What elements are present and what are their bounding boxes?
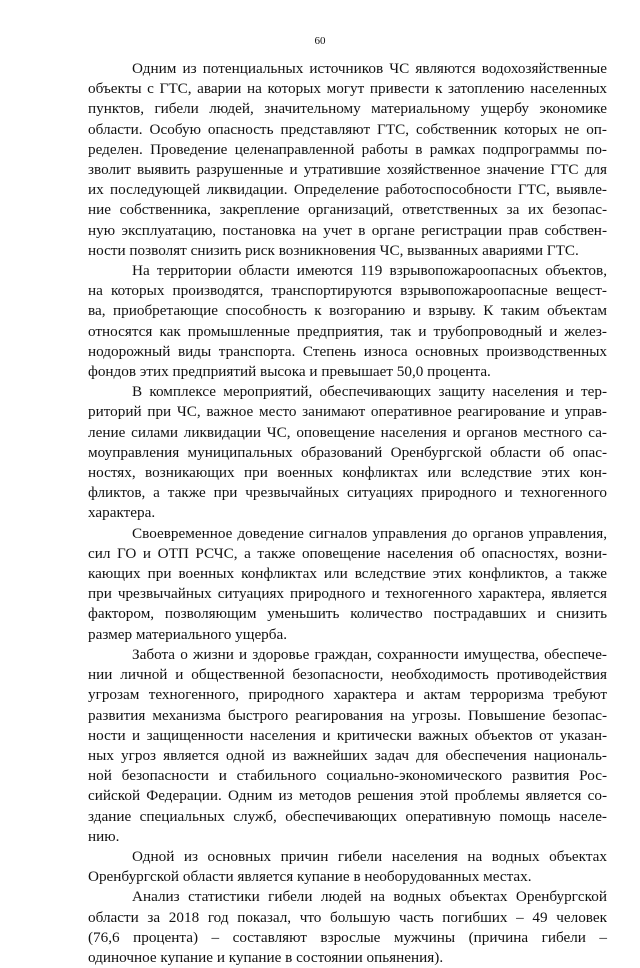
text-line: моуправления муниципальных образований Оренбургской области об опас-	[88, 443, 607, 461]
text-line: угрозам техногенного, природного характера и актам терроризма требуют	[88, 686, 607, 704]
text-line: их последующей ликвидации. Определение работоспособности ГТС, выявле-	[88, 181, 607, 199]
text-line: размер материального ущерба.	[88, 625, 288, 643]
paragraph	[88, 887, 607, 968]
text-line: Забота о жизни и здоровье граждан, сохранности имущества, обеспече-	[132, 645, 607, 663]
text-line: ности и защищенности населения и критически важных объектов от указан-	[88, 726, 607, 744]
text-line: относятся как промышленные предприятия, так и трубопроводный и желез-	[88, 322, 607, 340]
text-line: ную эксплуатацию, постановка на учет в органе регистрации прав собствен-	[88, 221, 607, 239]
text-line: В комплексе мероприятий, обеспечивающих защиту населения и тер-	[132, 383, 607, 401]
text-line: фактором, позволяющим уменьшить количество пострадавших и снизить	[88, 605, 607, 623]
text-line: развития механизма быстрого реагирования на угрозы. Повышение безопас-	[88, 706, 607, 724]
text-line: объекты с ГТС, аварии на которых могут привести к затоплению населенных	[88, 80, 607, 98]
text-line: ределен. Проведение целенаправленной работы в рамках подпрограммы по-	[88, 140, 607, 158]
text-line: Одним из потенциальных источников ЧС являются водохозяйственные	[132, 60, 607, 77]
text-line: ностях, возникающих при военных конфликтах или вследствие этих кон-	[88, 464, 607, 482]
paragraph	[88, 847, 607, 887]
text-line: сийской Федерации. Одним из методов решения этой проблемы является со-	[88, 787, 607, 805]
text-line: риторий при ЧС, важное место занимают оперативное реагирование и управ-	[88, 403, 607, 421]
text-line: области. Особую опасность представляют ГТС, собственник которых не оп-	[88, 120, 607, 138]
text-line: Анализ статистики гибели людей на водных объектах Оренбургской	[132, 888, 607, 906]
text-line: (76,6 процента) – составляют взрослые мужчины (причина гибели –	[88, 928, 607, 946]
text-line: на которых производятся, транспортируются взрывопожароопасные вещест-	[88, 282, 607, 300]
text-line: характера.	[88, 504, 156, 522]
text-line: ние собственника, закрепление организаций, ответственных за их безопас-	[88, 201, 607, 219]
paragraph	[88, 524, 607, 645]
text-line: фондов этих предприятий высока и превышает 50,0 процента.	[88, 363, 491, 381]
text-line: нию.	[88, 827, 120, 845]
text-line: Своевременное доведение сигналов управления до органов управления,	[132, 524, 607, 542]
text-line: сил ГО и ОТП РСЧС, а также оповещение населения об опасностях, возни-	[88, 544, 607, 562]
text-line: кающих при военных конфликтах или вследствие этих конфликтов, а также	[88, 565, 607, 583]
text-line: зволит выявить разрушенные и утратившие хозяйственное значение ГТС для	[88, 161, 607, 179]
text-line: Оренбургской области является купание в необорудованных местах.	[88, 868, 532, 886]
text-line: фликтов, а также при чрезвычайных ситуациях природного и техногенного	[88, 484, 607, 502]
text-line: ности позволят снизить риск возникновения ЧС, вызванных авариями ГТС.	[88, 241, 579, 259]
text-line: здание специальных служб, обеспечивающих оперативную помощь населе-	[88, 807, 607, 825]
text-line: ной безопасности и стабильного социально-экономического развития Рос-	[88, 767, 607, 785]
text-line: области за 2018 год показал, что большую часть погибших – 49 человек	[88, 908, 607, 926]
paragraph	[88, 261, 607, 382]
page-number: 60	[314, 35, 326, 47]
paragraph	[88, 645, 607, 847]
text-line: одиночное купание и купание в состоянии опьянения).	[88, 948, 444, 966]
text-line: при чрезвычайных ситуациях природного и техногенного характера, является	[88, 585, 607, 603]
text-line: нии личной и общественной безопасности, необходимость противодействия	[88, 666, 607, 684]
text-line: На территории области имеются 119 взрывопожароопасных объектов,	[132, 262, 607, 280]
paragraph	[88, 382, 607, 523]
text-line: Одной из основных причин гибели населения на водных объектах	[132, 847, 607, 865]
text-line: ление силами ликвидации ЧС, оповещение населения и органов местного са-	[88, 423, 607, 441]
text-line: пунктов, гибели людей, значительному материальному ущербу экономике	[88, 100, 607, 118]
text-line: ва, приобретающие способность к возгоранию и взрыву. К таким объектам	[88, 302, 607, 320]
body-text	[88, 59, 607, 968]
text-line: нодорожный виды транспорта. Степень износа основных производственных	[88, 342, 607, 360]
text-line: ных угроз является одной из важнейших задач для обеспечения националь-	[88, 746, 607, 764]
paragraph	[88, 59, 607, 261]
